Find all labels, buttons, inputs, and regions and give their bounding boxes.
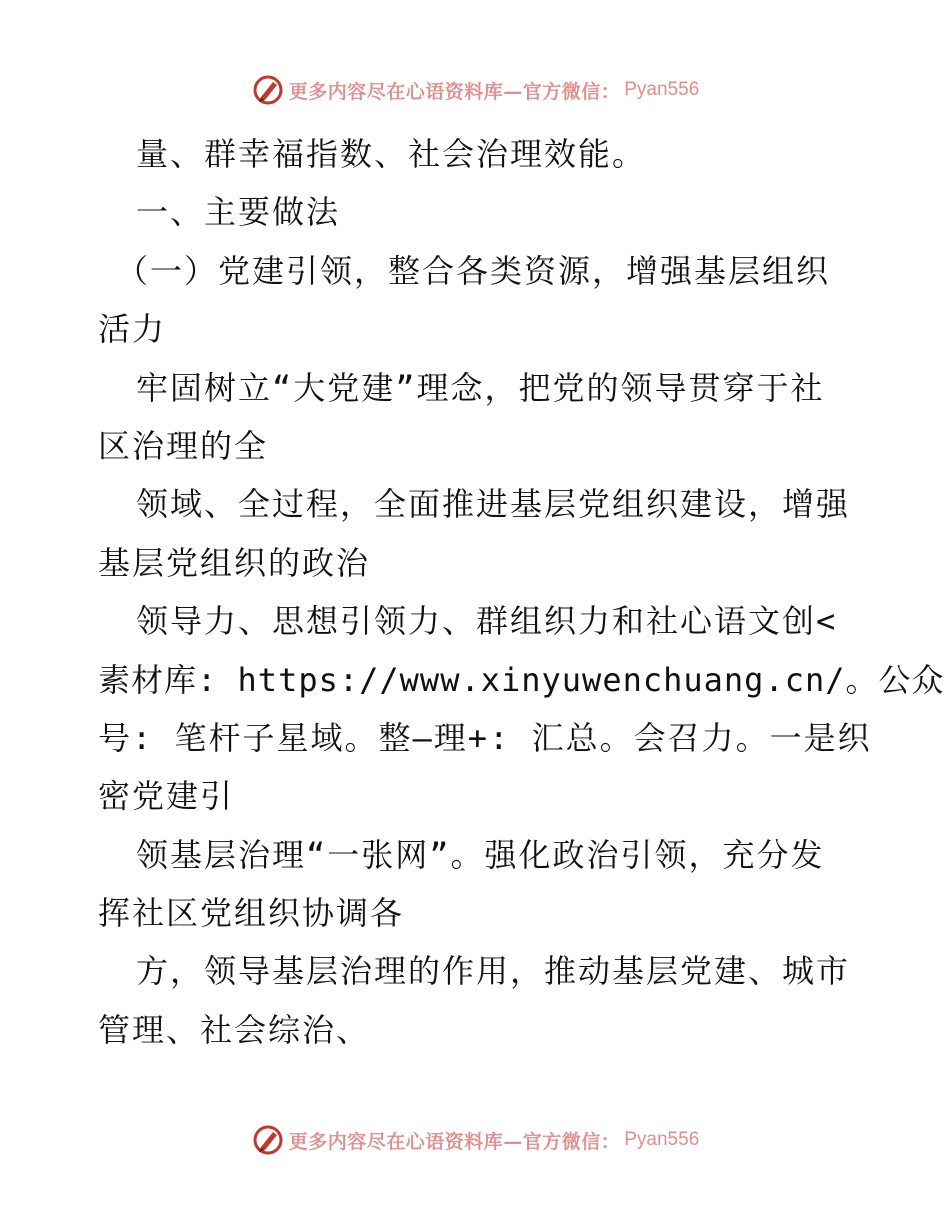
document-body bbox=[98, 125, 945, 1059]
paragraph-line: 领域、全过程，全面推进基层党组织建设，增强 bbox=[136, 485, 851, 524]
footer-watermark bbox=[0, 1123, 950, 1157]
pen-logo-icon bbox=[251, 1123, 285, 1157]
paragraph-line: 区治理的全 bbox=[98, 426, 269, 465]
paragraph-line: 领基层治理“一张网”。强化政治引领，充分发 bbox=[136, 835, 825, 874]
paragraph-line: 挥社区党组织协调各 bbox=[98, 894, 405, 933]
header-watermark bbox=[0, 73, 950, 107]
subsection-heading: （一）党建引领，整合各类资源，增强基层组织 bbox=[116, 251, 831, 290]
paragraph-line: 管理、社会综治、 bbox=[98, 1010, 371, 1049]
pen-logo-icon bbox=[251, 73, 285, 107]
paragraph-line: 基层党组织的政治 bbox=[98, 543, 371, 582]
paragraph-line: 领导力、思想引领力、群组织力和社心语文创< bbox=[136, 602, 838, 641]
paragraph-line: 素材库: https://www.xinyuwenchuang.cn/。公众 bbox=[98, 660, 945, 699]
watermark-text: 更多内容尽在心语资料库—官方微信： bbox=[288, 1130, 621, 1153]
subsection-heading-cont: 活力 bbox=[98, 310, 167, 349]
watermark-handle: Pyan556 bbox=[624, 79, 700, 100]
section-heading: 一、主要做法 bbox=[136, 193, 341, 232]
paragraph-line: 方，领导基层治理的作用，推动基层党建、城市 bbox=[136, 952, 851, 991]
paragraph-line: 号: 笔杆子星域。整—理+: 汇总。会召力。一是织 bbox=[98, 718, 872, 757]
watermark-handle: Pyan556 bbox=[624, 1129, 700, 1150]
watermark-text: 更多内容尽在心语资料库—官方微信： bbox=[288, 80, 621, 103]
paragraph-line: 量、群幸福指数、社会治理效能。 bbox=[136, 135, 647, 173]
paragraph-line: 密党建引 bbox=[98, 777, 235, 816]
paragraph-line: 牢固树立“大党建”理念，把党的领导贯穿于社 bbox=[136, 368, 825, 407]
